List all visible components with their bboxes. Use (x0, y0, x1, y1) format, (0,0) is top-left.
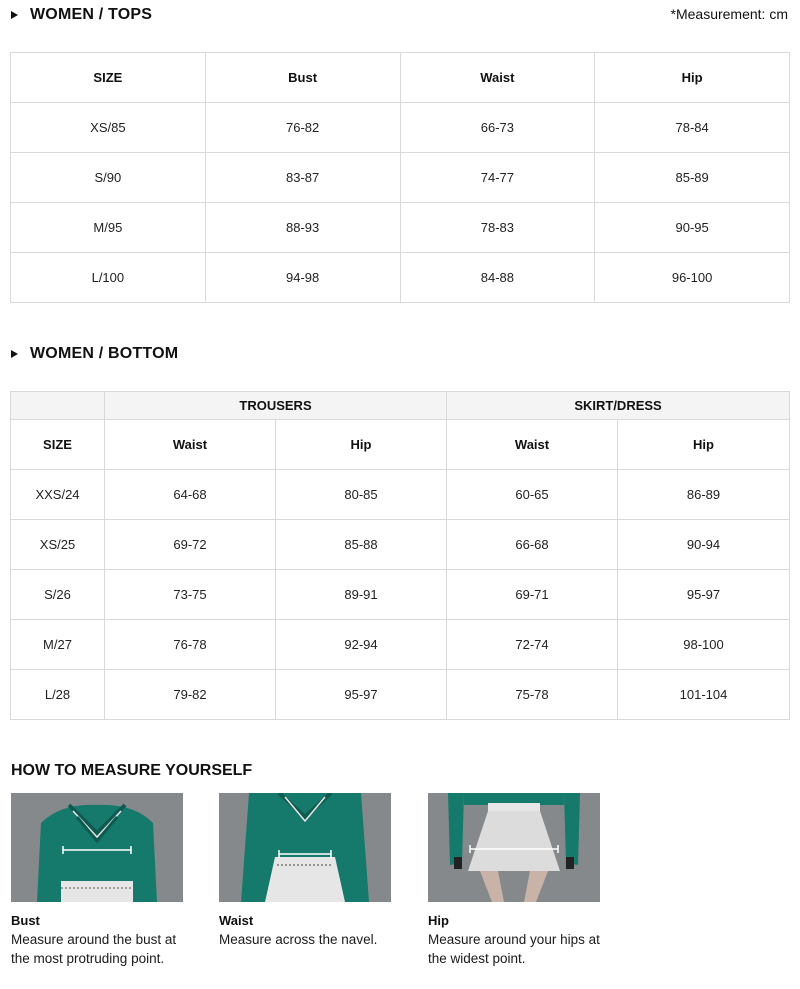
trousers-waist-cell: 79-82 (105, 670, 276, 720)
header-waist: Waist (400, 53, 595, 103)
bust-card-description: Measure around the bust at the most protruding point. (11, 932, 177, 966)
header-hip: Hip (595, 53, 790, 103)
size-cell: XS/85 (11, 103, 206, 153)
size-cell: S/26 (11, 570, 105, 620)
size-cell: L/100 (11, 253, 206, 303)
header-trousers-hip: Hip (276, 420, 447, 470)
hip-cell: 96-100 (595, 253, 790, 303)
size-cell: XS/25 (11, 520, 105, 570)
bust-illustration (11, 793, 183, 902)
skirt-hip-cell: 101-104 (618, 670, 790, 720)
trousers-hip-cell: 85-88 (276, 520, 447, 570)
group-header-row (11, 392, 790, 420)
tops-section-header (11, 6, 152, 24)
header-bust: Bust (205, 53, 400, 103)
table-row (11, 153, 790, 203)
trousers-waist-cell: 64-68 (105, 470, 276, 520)
skirt-waist-cell: 66-68 (447, 520, 618, 570)
header-size: SIZE (11, 420, 105, 470)
waist-measure-card (219, 793, 391, 949)
table-row (11, 570, 790, 620)
header-size: SIZE (11, 53, 206, 103)
hip-cell: 85-89 (595, 153, 790, 203)
hip-measure-card (428, 793, 600, 968)
hip-illustration (428, 793, 600, 902)
skirt-hip-cell: 95-97 (618, 570, 790, 620)
triangle-bullet-icon (11, 11, 18, 19)
group-header-trousers: TROUSERS (105, 392, 447, 420)
table-row (11, 670, 790, 720)
hip-figure-icon (428, 793, 600, 902)
size-cell: M/95 (11, 203, 206, 253)
tops-size-table (10, 52, 790, 303)
skirt-waist-cell: 69-71 (447, 570, 618, 620)
bust-cell: 76-82 (205, 103, 400, 153)
header-trousers-waist: Waist (105, 420, 276, 470)
waist-cell: 74-77 (400, 153, 595, 203)
bust-measure-card (11, 793, 183, 968)
trousers-waist-cell: 69-72 (105, 520, 276, 570)
size-cell: L/28 (11, 670, 105, 720)
bust-card-title: Bust (11, 913, 40, 928)
tops-title: WOMEN / TOPS (30, 6, 153, 23)
trousers-hip-cell: 80-85 (276, 470, 447, 520)
triangle-bullet-icon (11, 350, 18, 358)
trousers-hip-cell: 92-94 (276, 620, 447, 670)
waist-card-description: Measure across the navel. (219, 932, 378, 947)
hip-card-description: Measure around your hips at the widest point. (428, 932, 600, 966)
skirt-waist-cell: 75-78 (447, 670, 618, 720)
table-row (11, 253, 790, 303)
table-row (11, 520, 790, 570)
group-header-skirt-dress: SKIRT/DRESS (447, 392, 790, 420)
waist-cell: 78-83 (400, 203, 595, 253)
trousers-waist-cell: 76-78 (105, 620, 276, 670)
header-skirt-hip: Hip (618, 420, 790, 470)
skirt-hip-cell: 86-89 (618, 470, 790, 520)
bust-cell: 88-93 (205, 203, 400, 253)
table-row (11, 103, 790, 153)
skirt-waist-cell: 72-74 (447, 620, 618, 670)
measurement-note: *Measurement: cm (670, 6, 788, 22)
table-row (11, 203, 790, 253)
table-header-row (11, 53, 790, 103)
waist-illustration (219, 793, 391, 902)
bust-figure-icon (11, 793, 183, 902)
bottom-section-header (11, 345, 178, 363)
size-cell: M/27 (11, 620, 105, 670)
size-cell: XXS/24 (11, 470, 105, 520)
skirt-hip-cell: 98-100 (618, 620, 790, 670)
group-header-blank (11, 392, 105, 420)
waist-figure-icon (219, 793, 391, 902)
bottom-title: WOMEN / BOTTOM (30, 345, 179, 362)
skirt-hip-cell: 90-94 (618, 520, 790, 570)
hip-card-title: Hip (428, 913, 449, 928)
skirt-waist-cell: 60-65 (447, 470, 618, 520)
hip-cell: 90-95 (595, 203, 790, 253)
size-cell: S/90 (11, 153, 206, 203)
trousers-hip-cell: 95-97 (276, 670, 447, 720)
header-skirt-waist: Waist (447, 420, 618, 470)
bust-cell: 83-87 (205, 153, 400, 203)
waist-card-title: Waist (219, 913, 254, 928)
table-row (11, 470, 790, 520)
trousers-hip-cell: 89-91 (276, 570, 447, 620)
table-header-row (11, 420, 790, 470)
table-row (11, 620, 790, 670)
hip-cell: 78-84 (595, 103, 790, 153)
waist-cell: 66-73 (400, 103, 595, 153)
waist-cell: 84-88 (400, 253, 595, 303)
trousers-waist-cell: 73-75 (105, 570, 276, 620)
bottom-size-table (10, 391, 790, 720)
bust-cell: 94-98 (205, 253, 400, 303)
how-to-measure-title: HOW TO MEASURE YOURSELF (11, 762, 253, 779)
